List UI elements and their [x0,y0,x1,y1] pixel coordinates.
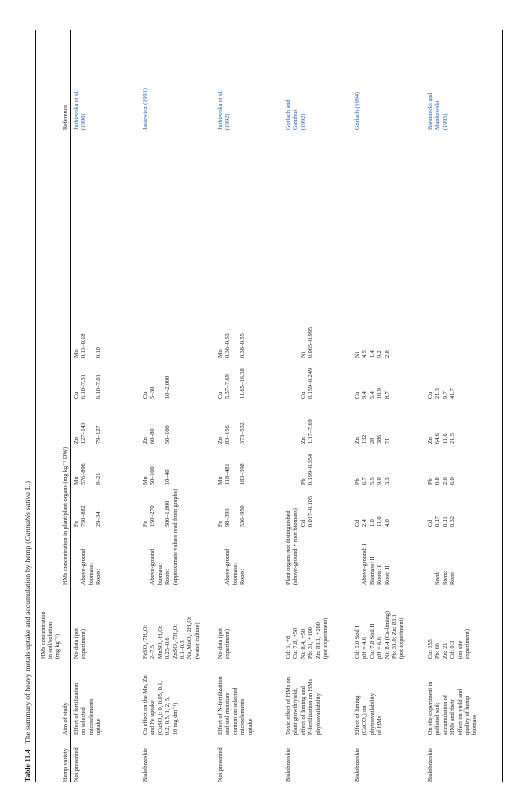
aim-cell: uptake [246,718,254,735]
header-variety: Hemp variety [62,748,69,782]
plant-cell: Roots: [95,568,103,585]
plant-cell: Zn [73,437,80,444]
plant-cell: biomass: [156,562,164,585]
plant-cell: Pb [354,478,361,485]
header-conc-1: HMs concentration [40,611,47,659]
plant-cell: Zn [427,437,434,444]
conc-cell: Pb: 31, +100 [307,627,315,659]
plant-cell: 0.11–0.18 [80,333,88,358]
conc-cell: 0.25–0.6 [164,637,172,659]
aim-cell: microelements [239,698,247,735]
plant-cell: (above-ground + root biomass) [292,508,300,585]
aim-cell: Cu effect on the Mn, Zn [142,675,149,735]
conc-cell: Cu: 7.8 Soil II [368,623,376,659]
conc-cell: (water culture) [193,622,201,659]
plant-cell: 71 [383,437,391,444]
plant-cell: Cu [354,391,361,399]
aim-cell: polluted soil; [434,702,442,735]
conc-extra-cell: 10 mg dm⁻³) [171,702,179,735]
aim-cell: effect of liming and [299,686,307,735]
conc-cell: (on site [456,640,464,659]
header-reference: Reference [62,104,69,130]
aim-cell: quality of hemp [464,695,471,735]
plant-cell: 183–398 [239,463,247,485]
plant-cell: Cd [427,519,434,527]
header-plant: HMs concentration in plant/plant organs (mg kg⁻¹ DW) [62,446,69,585]
plant-cell: 10–40 [164,469,172,485]
plant-cell: 750–882 [80,505,88,527]
plant-cell: 0.199–0.354 [307,454,315,485]
plant-cell: Seed: [434,571,442,585]
conc-cell: Cu: 155 [427,639,434,659]
plant-cell: 2.4 [361,519,369,527]
plant-cell: 0.8 [434,477,442,485]
plant-cell: 11.0 [376,516,384,527]
aim-cell: biomass [471,714,479,735]
plant-cell: 4.5 [361,350,369,358]
aim-cell: and Fe uptake [149,700,157,735]
plant-cell: 0.17 [434,516,442,527]
aim-cell: HMs and their [449,699,457,735]
plant-cell: Zn [354,437,361,444]
conc-cell: Cd: 1.0 Soil I [354,625,361,659]
aim-cell: effect on yield and [456,688,464,735]
plant-cell: 118–481 [224,463,232,485]
variety-cell: Bialobrzeskie [285,747,292,782]
plant-cell: Plant organs not distinguished [285,510,292,585]
plant-cell: Zn [217,437,224,444]
plant-cell: 500–1,800 [164,500,172,527]
conc-cell: No data (pot [217,628,224,659]
conc-cell: Cu: 7.8, +50 [292,628,300,659]
aim-cell: plant growth/yield, [292,687,300,735]
plant-cell: 0.10 [95,347,103,358]
plant-cell: 1.0 [368,519,376,527]
plant-cell: Roots: [164,568,172,585]
conc-cell: ZnSO₄·7H₂O: [171,624,179,659]
plant-cell: 29–34 [95,511,103,527]
reference-cell: (1990) [80,113,88,130]
aim-cell: microelements [87,698,95,735]
plant-cell: 9.4 [361,391,369,399]
plant-cell: Pb [427,478,434,485]
plant-cell: 5–30 [149,386,157,399]
plant-cell: 28 [368,437,376,444]
aim-cell: Effect of fertilization [73,682,80,735]
plant-cell: Above-ground: I [361,543,369,585]
plant-cell: 41.7 [449,388,457,399]
bottom-rule [502,30,503,782]
aim-cell: On site experiment in [427,681,434,735]
plant-cell: 10.9 [376,388,384,399]
conc-cell: (pot experiment) [322,617,329,659]
plant-cell: Above-ground [224,548,232,585]
plant-cell: 6.10–7.31 [80,374,88,399]
plant-cell: Zn [299,437,307,444]
conc-cell: experiment) [224,629,232,659]
aim-cell: content on selected [231,687,239,735]
reference-cell: (1992) [224,113,232,130]
conc-cell: Cd: 1, +8 [285,635,292,659]
plant-cell: Cu [73,391,80,399]
plant-cell: Mn [73,476,80,485]
plant-cell: (approximate values read from graphs) [171,488,179,585]
plant-cell: 11.6 [441,433,449,444]
plant-cell: 8–21 [95,472,103,485]
plant-cell: Cu [299,391,307,399]
conc-extra-cell: (CuSO₄): 0, 0.05, 0.1, [156,680,164,735]
plant-cell: Above-ground [149,548,157,585]
table-title [24,481,31,782]
plant-cell: Above-ground [80,548,88,585]
plant-cell: 60–80 [149,428,157,444]
variety-cell: Bialobrzeskie [142,747,149,782]
plant-cell: Mo [73,349,80,358]
reference-cell: Jasiewicz (1991) [142,88,149,130]
conc-cell: Zn: 21 [441,642,449,659]
plant-cell: 9.0 [376,477,384,485]
plant-cell: Root: [449,571,457,585]
top-rule [35,30,36,782]
header-aim: Aim of study [62,702,69,735]
header-rule [70,30,71,782]
plant-cell: biomass: [231,562,239,585]
rotated-table [24,30,508,782]
aim-cell: on selected [80,707,88,735]
plant-cell: Mn [217,476,224,485]
plant-cell: Roots: [239,568,247,585]
conc-cell: Na₂MoO₄·2H₂O: [186,616,194,659]
aim-cell: phytoavailability [314,693,322,735]
title-species: Cannabis sativa [23,492,32,542]
aim-cell: of HMs [376,715,384,735]
aim-cell: P-fertilization on HMs [307,678,315,735]
conc-cell: Cd: 0.3 [449,640,457,659]
plant-cell: biomass: [87,562,95,585]
reference-cell: Mankowski [434,100,442,130]
plant-cell: Mo [217,349,224,358]
variety-cell: Not presented [73,747,80,782]
conc-cell: Pb: 31.0; Zn: 83.1 [391,614,398,659]
plant-cell: 150–270 [149,505,157,527]
plant-cell: Stem: [441,570,449,585]
conc-cell: 2–7.5 [149,645,157,659]
plant-cell: 2.8 [383,350,391,358]
plant-cell: 0.159–0.249 [307,368,315,399]
plant-cell: Cd [354,519,361,527]
plant-cell: 11.65–16.38 [239,368,247,399]
plant-cell: 0.38–0.55 [239,333,247,358]
plant-cell: 9.7 [441,391,449,399]
plant-cell: 0.32 [449,516,457,527]
plant-cell: 6.7 [361,477,369,485]
plant-cell: 536–950 [239,505,247,527]
conc-cell: experiment) [464,629,471,659]
plant-cell: Ni [354,351,361,358]
aim-cell: (CaCO₃) on [361,705,369,735]
aim-cell: Effect of liming [354,695,361,735]
plant-cell: Ni [299,351,307,358]
plant-cell: 1.4 [368,350,376,358]
plant-cell: 576–896 [80,463,88,485]
plant-cell: 386 [376,434,384,444]
plant-cell: 3.3 [383,477,391,485]
reference-cell: Baraniecki and [427,92,434,130]
plant-cell: 5.4 [368,391,376,399]
plant-cell: 21.5 [449,433,457,444]
conc-cell: Ni: 8.4, +50 [299,629,307,659]
conc-cell: (pot experiment) [398,617,406,659]
conc-cell: 0.1–0.3 [179,640,186,659]
aim-cell: uptake [95,718,103,735]
header-conc-3: (mg kg⁻¹) [54,634,61,659]
title-tail: L.) [23,481,32,493]
plant-cell: 0.36–0.53 [224,333,232,358]
conc-cell: Pb: 66 [434,643,442,659]
header-conc-2: in soil/solution [47,622,54,659]
plant-cell: 373–532 [239,422,247,444]
variety-cell: Not presented [217,747,224,782]
plant-cell: 1.17–7.69 [307,419,315,444]
plant-cell: Fe [142,520,149,527]
plant-cell: 50–100 [149,466,157,485]
plant-cell: 6.10–7.01 [95,374,103,399]
reference-cell: (1995) [441,113,449,130]
conc-cell: Ni: 8.4 (Ca-liming) [383,611,391,659]
plant-cell: 6.0 [449,477,457,485]
reference-cell: Gambuś [292,109,300,130]
conc-cell: MnSO₄·H₂O: [156,625,164,659]
plant-cell: Cu [427,391,434,399]
variety-cell: Bialobrzeskie [354,747,361,782]
reference-cell: Gorlach and [285,99,292,130]
plant-cell: 98–393 [224,508,232,527]
plant-cell: Mn [142,476,149,485]
plant-cell: 79–127 [95,425,103,444]
plant-cell: Cu [217,391,224,399]
conc-cell: experiment) [80,629,88,659]
plant-cell: 0.017–0.105 [307,496,315,527]
conc-extra-cell: 0.2, 0.5, 1, 2, 5, [164,696,172,735]
plant-cell: Root: II [383,565,391,585]
plant-cell: 8.7 [383,391,391,399]
reference-cell: Jurkowska et al. [217,89,224,130]
plant-cell: 4.0 [383,519,391,527]
plant-cell: 132 [361,434,369,444]
reference-cell: Jurkowska et al. [73,89,80,130]
reference-cell: Gorlach (1994) [354,92,361,130]
title-text: The summary of heavy metals uptake and accumulation by hemp ( [23,541,32,744]
plant-cell: Pb [299,478,307,485]
conc-cell: No data (pot [73,628,80,659]
plant-cell: 10–2,000 [164,375,172,399]
aim-cell: Toxic effect of HMs on [285,677,292,735]
aim-cell: phytoavailability [368,693,376,735]
plant-cell: 21.3 [434,388,442,399]
plant-cell: 64.6 [434,433,442,444]
plant-cell: Fe [217,520,224,527]
plant-cell: 5.37–7.69 [224,374,232,399]
variety-cell: Bialobrzeskie [427,747,434,782]
conc-cell: pH = 4.6 [361,637,369,659]
plant-cell: 2.0 [441,477,449,485]
plant-cell: Cu [142,391,149,399]
conc-cell: pH = 6.6 [376,637,384,659]
plant-cell: 0.11 [441,516,449,527]
plant-cell: Biomass: II [368,556,376,585]
conc-cell: FeSO₄·7H₂O: [142,624,149,659]
aim-cell: accumulation of [441,694,449,735]
plant-cell: Cd [299,519,307,527]
reference-cell: (1992) [299,113,307,130]
plant-cell: 83–156 [224,425,232,444]
plant-cell: 127–143 [80,422,88,444]
plant-cell: 9.2 [376,350,384,358]
plant-cell: Roots: I [376,565,384,585]
plant-cell: Zn [142,437,149,444]
plant-cell: Fe [73,520,80,527]
plant-cell: 5.5 [368,477,376,485]
plant-cell: 0.065–0.995 [307,327,315,358]
conc-cell: Zn: 83.1, +200 [314,622,322,659]
table-number: Table 11.4 [23,749,32,782]
aim-cell: and soil moisture [224,692,232,735]
plant-cell: 50–100 [164,425,172,444]
aim-cell: Effect of N-fertilization [217,676,224,735]
